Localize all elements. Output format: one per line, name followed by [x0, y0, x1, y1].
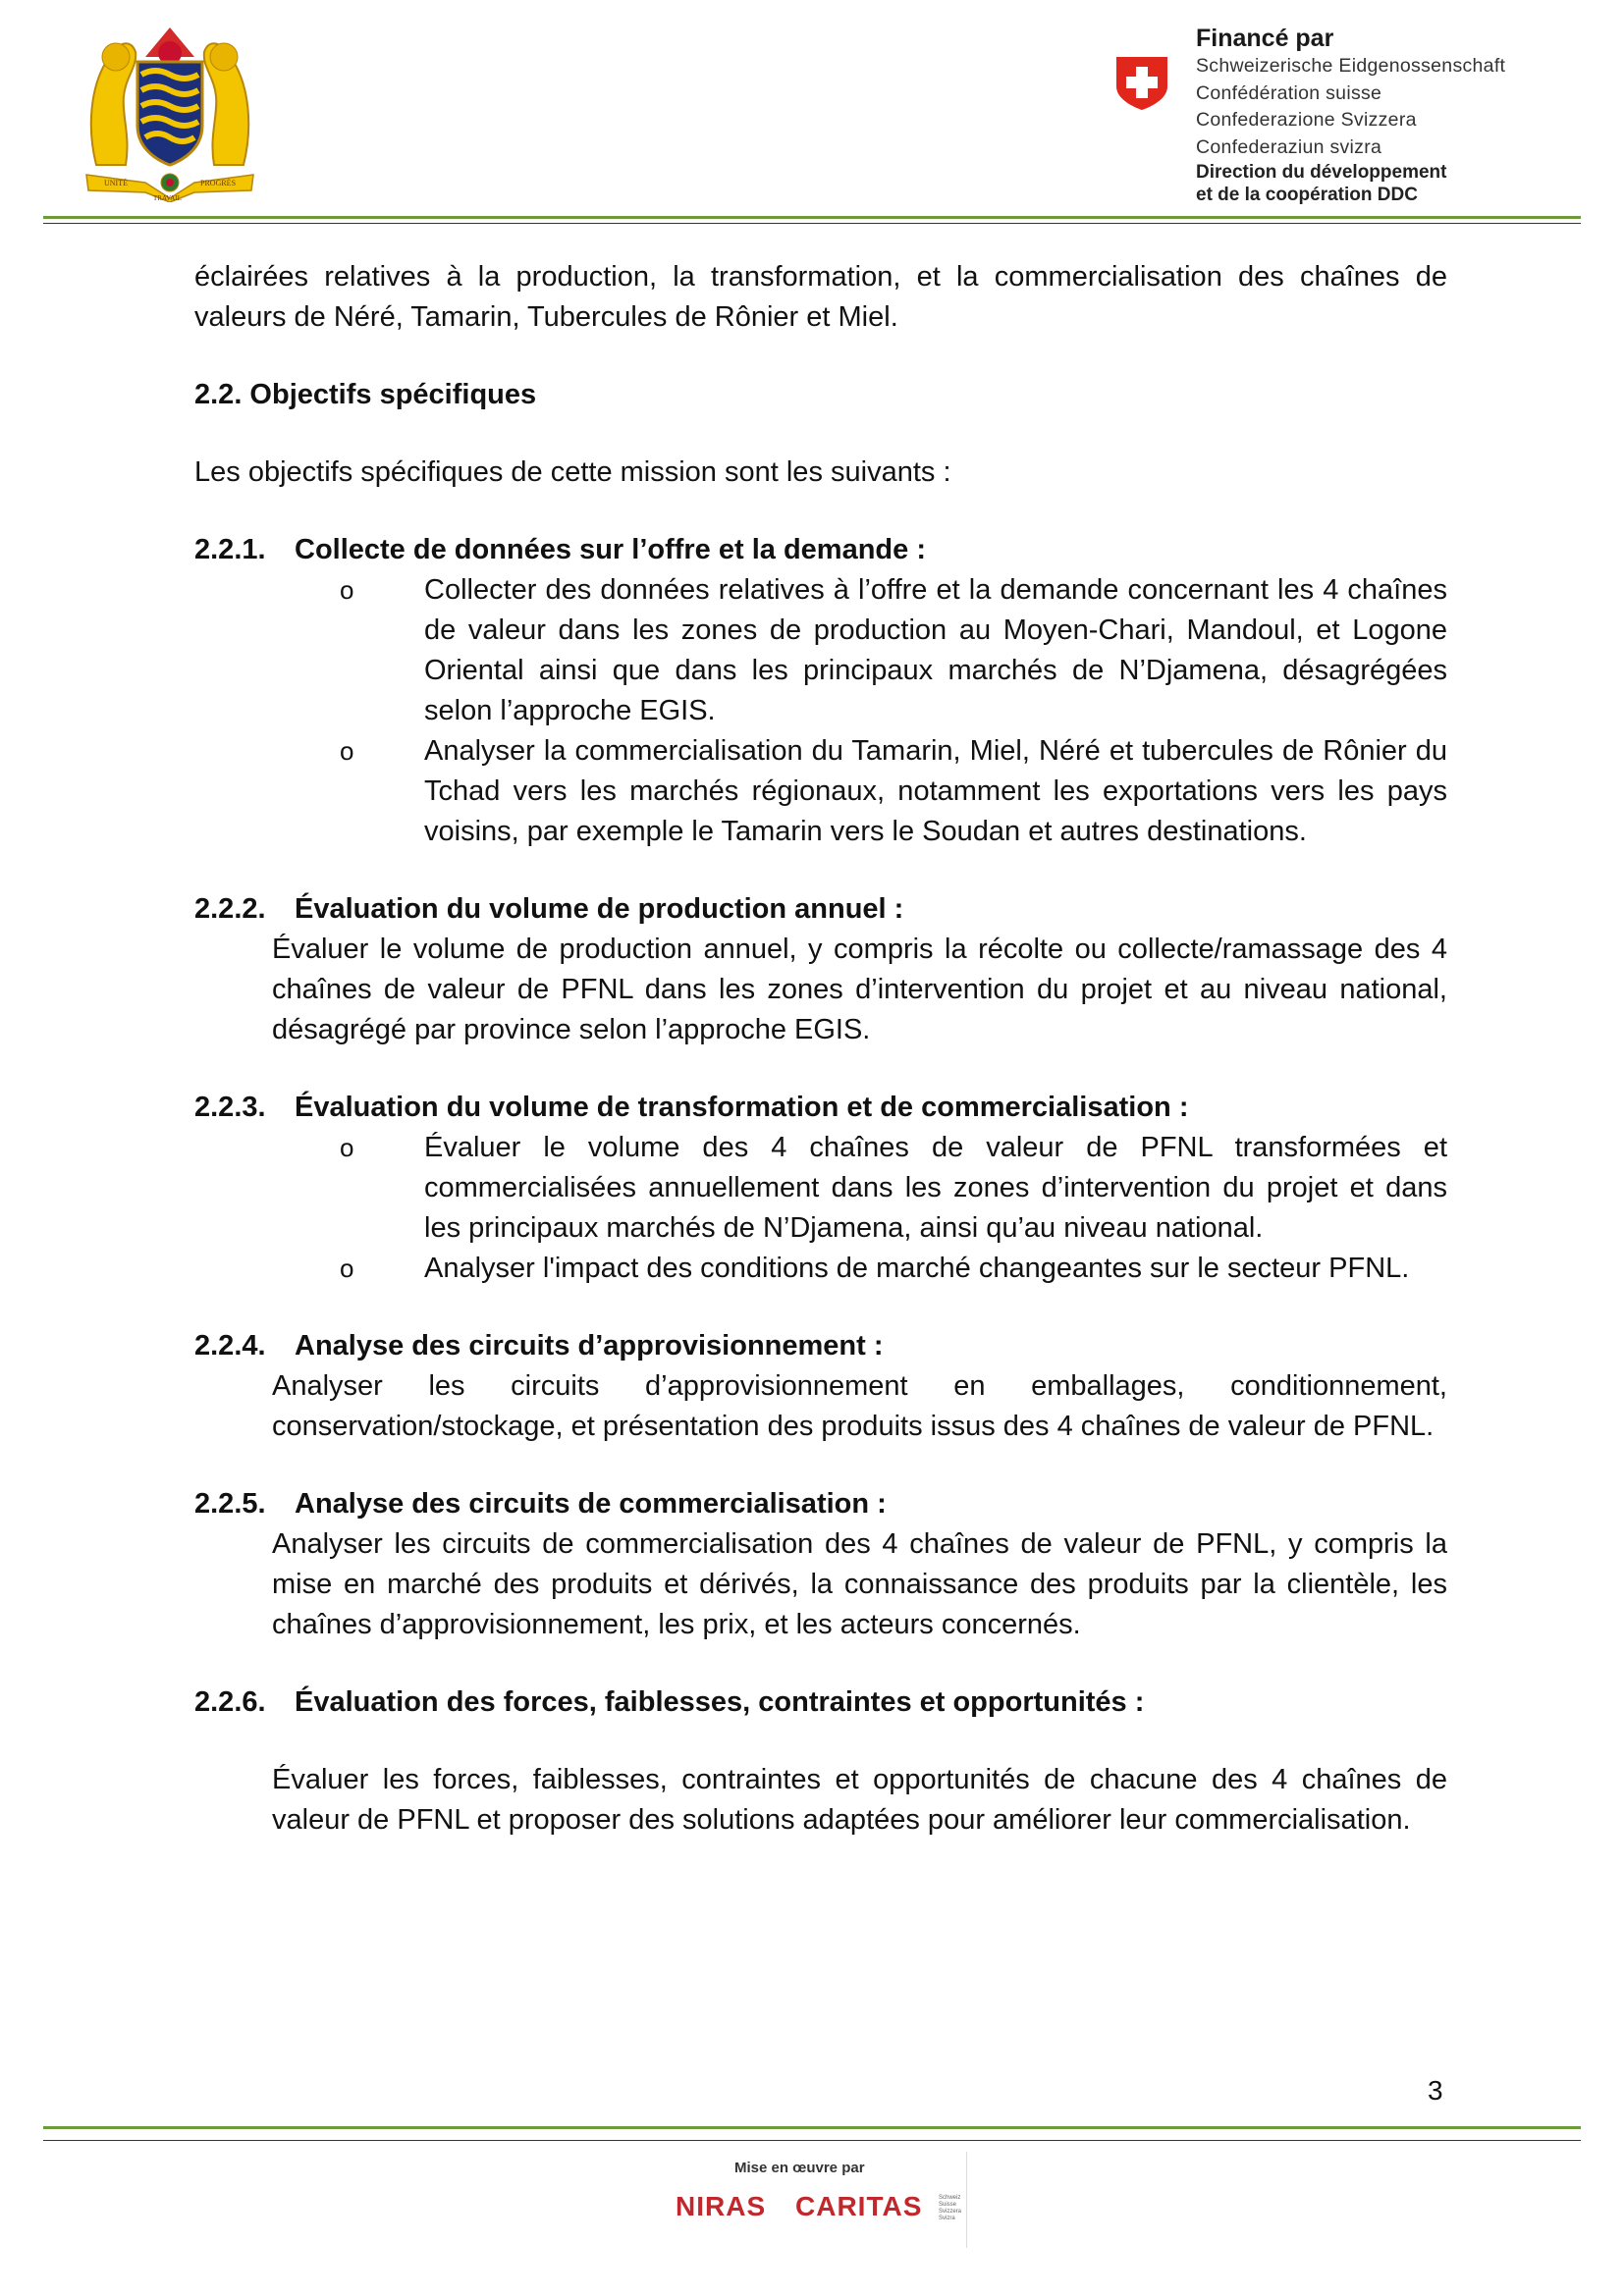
- funder-line: Confederazione Svizzera: [1196, 109, 1417, 131]
- list-item: [194, 1249, 1447, 1289]
- subsection-title: Évaluation du volume de transformation et de commercialisation :: [295, 1092, 1189, 1123]
- list-item: [194, 731, 1447, 852]
- funder-line: Confederaziun svizra: [1196, 135, 1382, 158]
- header-rule: [43, 223, 1581, 224]
- subsection-number: 2.2.4.: [194, 1330, 266, 1362]
- page-number: 3: [1428, 2075, 1443, 2106]
- niras-logo: NIRAS: [676, 2191, 767, 2221]
- bullet-list: [194, 570, 1447, 852]
- subsection-heading: [194, 530, 1447, 570]
- subsection-number: 2.2.2.: [194, 893, 266, 925]
- subsection-title: Évaluation des forces, faiblesses, contraintes et opportunités :: [295, 1686, 1145, 1718]
- swiss-cross-logo: [1112, 53, 1171, 112]
- subsection-title: Analyse des circuits de commercialisation :: [295, 1488, 887, 1520]
- list-item-text: Collecter des données relatives à l’offre et la demande concernant les 4 chaînes de valeur dans les zones de production au Moyen-Chari, Mandoul, et Logone Oriental ainsi que dans les principaux marchés de N’Djamena, désagrégées selon l’approche EGIS.: [424, 574, 1447, 726]
- subsection-title: Collecte de données sur l’offre et la demande :: [295, 534, 926, 565]
- intro-paragraph: éclairées relatives à la production, la transformation, et la commercialisation des chaînes de valeurs de Néré, Tamarin, Tubercules de Rônier et Miel.: [194, 261, 1447, 333]
- header-rule-green: [43, 216, 1581, 219]
- svg-text:UNITÉ: UNITÉ: [104, 179, 128, 187]
- subsection-title: Analyse des circuits d’approvisionnement :: [295, 1330, 884, 1362]
- list-item: [194, 570, 1447, 731]
- subsection-text: Analyser les circuits de commercialisation des 4 chaînes de valeur de PFNL, y compris la mise en marché des produits et dérivés, la connaissance des produits par la clientèle, les chaînes d’approvisionnement, les prix, et les acteurs concernés.: [272, 1528, 1447, 1640]
- subsection-title: Évaluation du volume de production annuel :: [295, 893, 904, 925]
- footer-rule-green: [43, 2126, 1581, 2129]
- bullet-marker: o: [340, 736, 354, 766]
- bullet-marker: o: [340, 575, 354, 605]
- footer-rule: [43, 2140, 1581, 2141]
- subsection-text: Analyser les circuits d’approvisionnement en emballages, conditionnement, conservation/stockage, et présentation des produits issus des 4 chaînes de valeur de PFNL.: [272, 1370, 1447, 1442]
- implemented-by-label: Mise en œuvre par: [734, 2160, 865, 2176]
- section-heading: 2.2. Objectifs spécifiques: [194, 379, 537, 410]
- funder-line: Schweizerische Eidgenossenschaft: [1196, 55, 1506, 77]
- subsection-heading: [194, 889, 1447, 930]
- list-item-text: Analyser l'impact des conditions de marché changeantes sur le secteur PFNL.: [424, 1253, 1410, 1284]
- subsection-text: Évaluer les forces, faiblesses, contraintes et opportunités de chacune des 4 chaînes de valeur de PFNL et proposer des solutions adaptées pour améliorer leur commercialisation.: [272, 1764, 1447, 1836]
- list-item-text: Évaluer le volume des 4 chaînes de valeur de PFNL transformées et commercialisées annuellement dans les zones d’intervention du projet et dans les principaux marchés de N’Djamena, ainsi qu’au niveau national.: [424, 1132, 1447, 1244]
- agency-line: Direction du développement: [1196, 162, 1447, 183]
- list-item: [194, 1128, 1447, 1249]
- subsection-number: 2.2.6.: [194, 1686, 266, 1718]
- document-body: [194, 257, 1447, 1841]
- page-header: [0, 0, 1624, 236]
- subsection-heading: [194, 1088, 1447, 1128]
- caritas-logo: CARITAS: [795, 2191, 923, 2221]
- subsection-text: Évaluer le volume de production annuel, y compris la récolte ou collecte/ramassage des 4 chaînes de valeur de PFNL dans les zones d’intervention du projet et au niveau national, désagrégé par province selon l’approche EGIS.: [272, 934, 1447, 1045]
- caritas-note: Schweiz Suisse Svizzera Svizra: [939, 2195, 962, 2221]
- subsection-heading: [194, 1682, 1447, 1723]
- subsection-number: 2.2.3.: [194, 1092, 266, 1123]
- subsection-number: 2.2.5.: [194, 1488, 266, 1520]
- bullet-list: [194, 1128, 1447, 1289]
- bullet-marker: o: [340, 1254, 354, 1283]
- bullet-marker: o: [340, 1133, 354, 1162]
- svg-text:PROGRÈS: PROGRÈS: [200, 179, 237, 187]
- funder-line: Confédération suisse: [1196, 81, 1382, 104]
- svg-text:TRAVAIL: TRAVAIL: [153, 194, 182, 202]
- subsection-heading: [194, 1326, 1447, 1366]
- agency-line: et de la coopération DDC: [1196, 185, 1418, 205]
- subsection-heading: [194, 1484, 1447, 1524]
- chad-coat-of-arms-logo: [77, 18, 263, 202]
- funder-block: [1196, 24, 1608, 206]
- section-lead: Les objectifs spécifiques de cette mission sont les suivants :: [194, 456, 951, 488]
- funded-by-label: Financé par: [1196, 25, 1334, 52]
- implementer-logos: [676, 2152, 967, 2248]
- subsection-number: 2.2.1.: [194, 534, 266, 565]
- list-item-text: Analyser la commercialisation du Tamarin, Miel, Néré et tubercules de Rônier du Tchad vers les marchés régionaux, notamment les exportations vers les pays voisins, par exemple le Tamarin vers le Soudan et autres destinations.: [424, 735, 1447, 847]
